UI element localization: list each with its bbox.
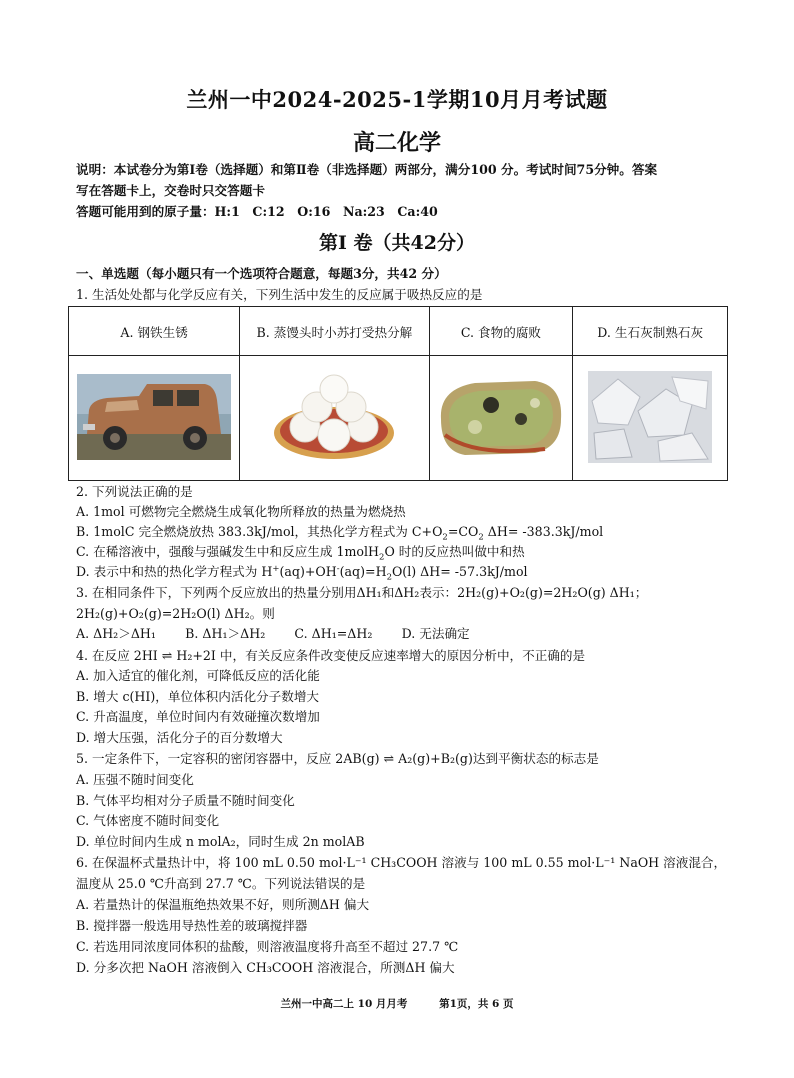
q5-option-d: D. 单位时间内生成 n molA₂，同时生成 2n molAB [76, 834, 365, 849]
q4-option-a: A. 加入适宜的催化剂，可降低反应的活化能 [76, 668, 320, 683]
q1-option-c: C. 食物的腐败 [429, 307, 573, 356]
q1-options-table [68, 306, 728, 481]
q6-stem-line-2: 温度从 25.0 ℃升高到 27.7 ℃。下列说法错误的是 [76, 876, 366, 891]
q5-option-b: B. 气体平均相对分子质量不随时间变化 [76, 793, 295, 808]
steamed-buns-image [269, 369, 399, 465]
rusty-car-image [77, 374, 231, 460]
q1-image-cell-b [240, 356, 429, 481]
q3-stem-line-1: 3. 在相同条件下，下列两个反应放出的热量分别用ΔH₁和ΔH₂表示：2H₂(g)+O₂(g)=2H₂O(g) ΔH₁； [76, 585, 648, 600]
q6-option-a: A. 若量热计的保温瓶绝热效果不好，则所测ΔH 偏大 [76, 897, 370, 912]
q3-options: A. ΔH₂＞ΔH₁ B. ΔH₁＞ΔH₂ C. ΔH₁=ΔH₂ D. 无法确定 [76, 626, 470, 641]
q2-option-a: A. 1mol 可燃物完全燃烧生成氧化物所释放的热量为燃烧热 [76, 504, 406, 519]
q5-option-c: C. 气体密度不随时间变化 [76, 813, 220, 828]
q3-stem-line-2: 2H₂(g)+O₂(g)=2H₂O(l) ΔH₂。则 [76, 606, 275, 621]
q1-option-a: A. 钢铁生锈 [69, 307, 240, 356]
footer-school: 兰州一中高二上 10 月月考 [280, 998, 408, 1010]
q4-stem: 4. 在反应 2HI ⇌ H₂+2I 中，有关反应条件改变使反应速率增大的原因分析中，不正确的是 [76, 648, 586, 663]
q5-stem: 5. 一定条件下，一定容积的密闭容器中，反应 2AB(g) ⇌ A₂(g)+B₂(g)达到平衡状态的标志是 [76, 751, 599, 766]
q5-option-a: A. 压强不随时间变化 [76, 772, 194, 787]
footer-page-number: 第1页，共 6 页 [439, 998, 514, 1010]
section-title: 第Ⅰ 卷（共42分） [319, 232, 475, 254]
subject-title: 高二化学 [352, 130, 441, 156]
q6-option-d: D. 分多次把 NaOH 溶液倒入 CH₃COOH 溶液混合，所测ΔH 偏大 [76, 960, 455, 975]
q2-option-d: D. 表示中和热的热化学方程式为 $H^+(aq)+OH^-(aq)=H_2O(l)$ ΔH= -57.3kJ/mol [76, 563, 528, 583]
quicklime-image [588, 371, 712, 463]
q1-image-cell-d [573, 356, 728, 481]
instructions-line-1: 说明：本试卷分为第Ⅰ卷（选择题）和第Ⅱ卷（非选择题）两部分，满分100 分。考试时间75分钟。答案 [76, 162, 658, 177]
instructions-line-2: 写在答题卡上，交卷时只交答题卡 [76, 183, 265, 198]
q1-option-b: B. 蒸馒头时小苏打受热分解 [240, 307, 429, 356]
q1-image-cell-c [429, 356, 573, 481]
exam-title: 兰州一中2024-2025-1学期10月月考试题 [186, 87, 608, 112]
q1-stem: 1. 生活处处都与化学反应有关，下列生活中发生的反应属于吸热反应的是 [76, 287, 483, 302]
q1-option-d: D. 生石灰制熟石灰 [573, 307, 728, 356]
q4-option-c: C. 升高温度，单位时间内有效碰撞次数增加 [76, 709, 320, 724]
q6-option-b: B. 搅拌器一般选用导热性差的玻璃搅拌器 [76, 918, 308, 933]
q1-image-cell-a [69, 356, 240, 481]
q6-option-c: C. 若选用同浓度同体积的盐酸，则溶液温度将升高至不超过 27.7 ℃ [76, 939, 459, 954]
q2-stem: 2. 下列说法正确的是 [76, 484, 193, 499]
q4-option-b: B. 增大 c(HI)，单位体积内活化分子数增大 [76, 689, 320, 704]
atomic-masses: 答题可能用到的原子量：H:1 C:12 O:16 Na:23 Ca:40 [76, 204, 438, 219]
page-footer [0, 996, 794, 1011]
q6-stem-line-1: 6. 在保温杯式量热计中，将 100 mL 0.50 mol·L⁻¹ CH₃COOH 溶液与 100 mL 0.55 mol·L⁻¹ NaOH 溶液混合， [76, 855, 727, 870]
section-heading: 一、单选题（每小题只有一个选项符合题意，每题3分，共42 分） [76, 266, 447, 281]
moldy-bread-image [435, 375, 567, 459]
q2-option-c: C. 在稀溶液中，强酸与强碱发生中和反应生成 1molH$_2$O 时的反应热叫做中和热 [76, 544, 525, 563]
q2-option-b: B. 1molC 完全燃烧放热 383.3kJ/mol，其热化学方程式为 $C+O_2=CO_2$ ΔH= -383.3kJ/mol [76, 524, 604, 543]
q4-option-d: D. 增大压强，活化分子的百分数增大 [76, 730, 283, 745]
